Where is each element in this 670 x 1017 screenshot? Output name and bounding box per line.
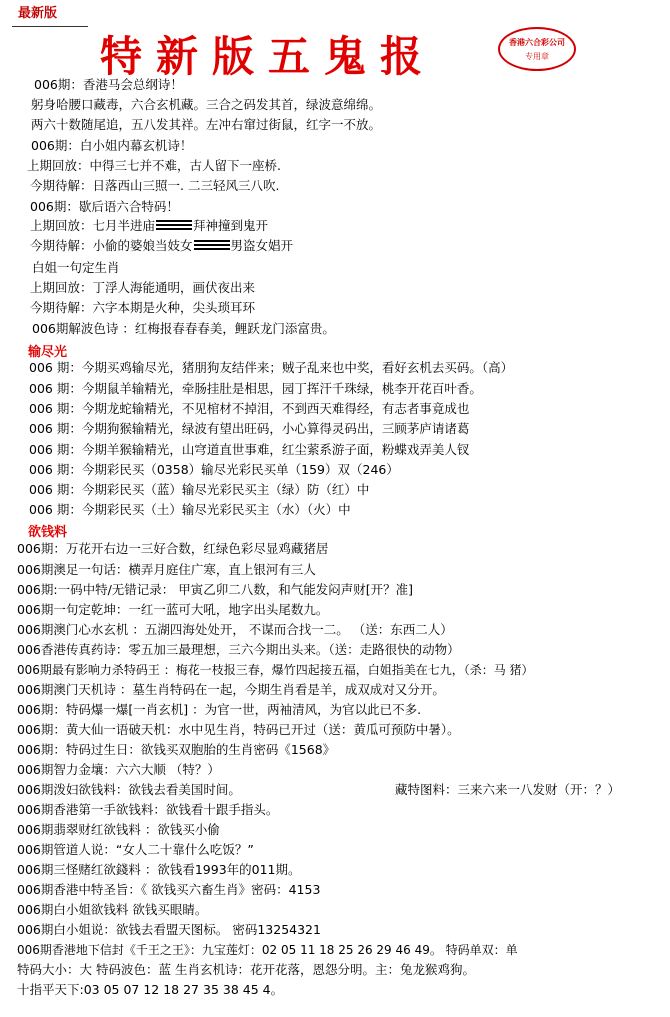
hidden-word-bar xyxy=(156,220,192,231)
text-line: 上期回放：丁浮人海能通明，画伏夜出来 xyxy=(30,280,256,295)
seal-top-text: 香港六合彩公司 xyxy=(509,37,565,47)
hidden-word-bar xyxy=(194,240,230,251)
text-line: 006期：白小姐内幕玄机诗！ xyxy=(31,138,193,153)
text-line: 006期:一码中特/无错记录： 甲寅乙卯二八数，和气能发闷声财[开？准] xyxy=(17,582,414,597)
text-line: 006 期：今期羊猴输精光，山穹道直世事难，红尘萦系游子面，粉蝶戏弄美人钗 xyxy=(29,442,470,457)
text-line: 006香港传真药诗：零五加三最理想，三六今期出头来。（送：走路很快的动物） xyxy=(17,642,460,657)
text-line: 006期白小姐欲钱料 欲钱买眼睛。 xyxy=(17,902,208,917)
text-line: 006期：歇后语六合特码！ xyxy=(30,199,179,214)
text-line: 006期：黄大仙一语破天机：水中见生肖，特码已开过（送：黄瓜可预防中暑）。 xyxy=(17,722,460,737)
text-line: 006期澳足一句话：横弄月庭住广寒，直上银河有三人 xyxy=(17,562,316,577)
riddle-line xyxy=(30,217,268,235)
text-line: 躬身哈腰口藏毒，六合玄机藏。三合之码发其首，绿波意绵绵。 xyxy=(31,97,382,112)
text-line: 006期：香港马会总纲诗！ xyxy=(34,77,183,92)
text-line: 006期智力金壤：六六大顺 （特？） xyxy=(17,762,220,777)
text-line: 特码大小：大 特码波色：蓝 生肖玄机诗：花开花落，恩怨分明。主：兔龙猴鸡狗。 xyxy=(17,962,475,977)
text-line: 006 期：今期鼠羊输精光，牵肠挂肚是相思，园丁挥汗千珠绿，桃李开花百叶香。 xyxy=(29,381,482,396)
riddle-text: 今期待解：小偷的婆娘当妓女 xyxy=(30,238,193,253)
text-line: 006 期：今期买鸡输尽光，猪朋狗友结伴来；贼子乱来也中奖，看好玄机去买码。（高） xyxy=(29,360,514,375)
text-line: 006期香港地下信封《千王之王》：九宝莲灯：02 05 11 18 25 26 29 46 49。 特码单双：单 xyxy=(17,943,518,957)
side-note: 藏特图料：三来六来一八发财（开：？） xyxy=(395,782,621,797)
text-line: 今期待解：六字本期是火种，尖头琐耳环 xyxy=(30,300,256,315)
text-line: 006期澳门心水玄机 ：五湖四海处处开， 不谋而合找一二。 （送：东西二人） xyxy=(17,622,453,637)
text-line: 006 期：今期彩民买（土）输尽光彩民买主（水）（火）中 xyxy=(29,502,351,517)
text-line: 白姐一句定生肖 xyxy=(32,260,120,275)
riddle-line xyxy=(30,237,293,255)
section-title: 输尽光 xyxy=(28,345,68,360)
text-line: 006期香港中特圣旨：《 欲钱买六畜生肖》密码：4153 xyxy=(17,882,321,897)
riddle-text: 拜神撞到鬼开 xyxy=(193,218,269,233)
text-line: 006 期：今期狗猴输精光，绿波有望出旺码，小心算得灵码出，三顾茅庐请诸葛 xyxy=(29,421,470,436)
page-title: 特新版五鬼报 xyxy=(100,32,437,81)
text-line: 006期：万花开右边一三好合数，红绿色彩尽显鸡藏猪居 xyxy=(17,541,329,556)
text-line: 006 期：今期彩民买（0358）输尽光彩民买单（159）双（246） xyxy=(29,462,399,477)
text-line: 006期：特码爆一爆[一肖玄机] ：为官一世，两袖清风，为官以此已不多. xyxy=(17,702,422,717)
text-line: 006期最有影响力杀特码王 ：梅花一枝报三春，爆竹四起接五福，白姐指美在七九，（杀：马 猪） xyxy=(17,663,534,677)
section-title: 欲钱料 xyxy=(28,525,68,540)
text-line: 十指平天下:03 05 07 12 18 27 35 38 45 4。 xyxy=(17,982,284,997)
text-line: 006期三怪赌红欲錢料 ：欲钱看1993年的011期。 xyxy=(17,862,301,877)
text-line: 006 期：今期彩民买（蓝）输尽光彩民买主（绿）防（红）中 xyxy=(29,482,370,497)
text-line: 006期白小姐说：欲钱去看盟天图标。 密码13254321 xyxy=(17,922,321,937)
text-line: 006期解波色诗 ：红梅报春春春美，鲤跃龙门添富贵。 xyxy=(32,321,335,336)
seal-bottom-text: 专用章 xyxy=(525,51,549,61)
text-line: 006期泼妇欲钱料：欲钱去看美国时间。 xyxy=(17,782,241,797)
text-line: 006期翡翠财红欲钱料 ：欲钱买小偷 xyxy=(17,822,220,837)
text-line: 006期澳门天机诗 ：墓生肖特码在一起，今期生肖看是羊，成双成对又分开。 xyxy=(17,682,445,697)
text-line: 006期香港第一手欲钱料：欲钱看十跟手指头。 xyxy=(17,802,279,817)
text-line: 上期回放：中得三七并不难，古人留下一座桥. xyxy=(27,158,281,173)
text-line: 006期管道人说：“女人二十靠什么吃饭？” xyxy=(17,842,254,857)
seal-stamp xyxy=(498,27,576,71)
riddle-text: 男盗女娼开 xyxy=(230,238,294,253)
corner-underline xyxy=(12,26,88,27)
text-line: 今期待解：日落西山三照一. 二三轻风三八吹. xyxy=(30,178,280,193)
text-line: 006期：特码过生日：欲钱买双胞胎的生肖密码《1568》 xyxy=(17,742,336,757)
corner-label: 最新版 xyxy=(18,6,58,21)
text-line: 006 期：今期龙蛇输精光，不见棺材不掉泪，不到西天难得经，有志者事竟成也 xyxy=(29,401,470,416)
text-line: 006期一句定乾坤：一红一蓝可大吼，地字出头尾数九。 xyxy=(17,602,329,617)
riddle-text: 上期回放：七月半进庙 xyxy=(30,218,156,233)
text-line: 两六十数随尾追，五八发其祥。左冲右窜过街鼠，红字一不放。 xyxy=(31,117,382,132)
